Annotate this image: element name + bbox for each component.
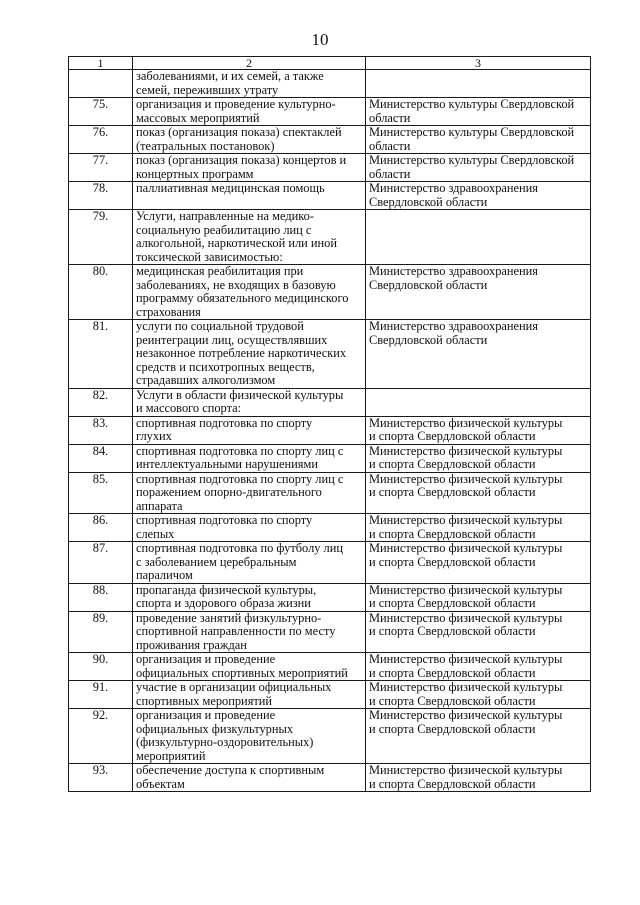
- responsible-agency: Министерство здравоохранения Свердловской области: [366, 182, 591, 210]
- service-description: организация и проведение официальных спортивных мероприятий: [133, 653, 366, 681]
- service-description: пропаганда физической культуры, спорта и здорового образа жизни: [133, 583, 366, 611]
- table-row: [69, 444, 591, 472]
- table-row: [69, 388, 591, 416]
- row-number: 85.: [69, 472, 133, 514]
- service-description: спортивная подготовка по спорту глухих: [133, 416, 366, 444]
- service-description: организация и проведение официальных физкультурных (физкультурно-оздоровительных) мероприятий: [133, 709, 366, 764]
- table-row: [69, 681, 591, 709]
- responsible-agency: Министерство физической культуры и спорта Свердловской области: [366, 444, 591, 472]
- row-number: 82.: [69, 388, 133, 416]
- table-row: [69, 472, 591, 514]
- row-number: 84.: [69, 444, 133, 472]
- service-description: заболеваниями, и их семей, а также семей, переживших утрату: [133, 70, 366, 98]
- responsible-agency: Министерство культуры Свердловской области: [366, 126, 591, 154]
- responsible-agency: Министерство физической культуры и спорта Свердловской области: [366, 542, 591, 584]
- service-description: услуги по социальной трудовой реинтеграции лиц, осуществлявших незаконное потребление наркотических средств и психотропных веществ, страдавших алкоголизмом: [133, 320, 366, 389]
- responsible-agency: Министерство физической культуры и спорта Свердловской области: [366, 653, 591, 681]
- responsible-agency: Министерство физической культуры и спорта Свердловской области: [366, 611, 591, 653]
- table-row: [69, 611, 591, 653]
- service-description: спортивная подготовка по спорту лиц с поражением опорно-двигательного аппарата: [133, 472, 366, 514]
- responsible-agency: Министерство культуры Свердловской области: [366, 98, 591, 126]
- row-number: 77.: [69, 154, 133, 182]
- column-header-number: 1: [69, 57, 133, 70]
- row-number: [69, 70, 133, 98]
- table-row: [69, 70, 591, 98]
- service-description: показ (организация показа) спектаклей (театральных постановок): [133, 126, 366, 154]
- table-row: [69, 709, 591, 764]
- service-description: спортивная подготовка по спорту лиц с интеллектуальными нарушениями: [133, 444, 366, 472]
- responsible-agency: Министерство физической культуры и спорта Свердловской области: [366, 681, 591, 709]
- responsible-agency: Министерство здравоохранения Свердловской области: [366, 265, 591, 320]
- service-description: медицинская реабилитация при заболеваниях, не входящих в базовую программу обязательного медицинского страхования: [133, 265, 366, 320]
- row-number: 79.: [69, 210, 133, 265]
- service-description: Услуги, направленные на медико- социальную реабилитацию лиц с алкогольной, наркотической или иной токсической зависимостью:: [133, 210, 366, 265]
- service-description: паллиативная медицинская помощь: [133, 182, 366, 210]
- table-row: [69, 182, 591, 210]
- table-row: [69, 542, 591, 584]
- service-description: спортивная подготовка по спорту слепых: [133, 514, 366, 542]
- row-number: 76.: [69, 126, 133, 154]
- row-number: 86.: [69, 514, 133, 542]
- table-row: [69, 764, 591, 792]
- table-row: [69, 154, 591, 182]
- header-row: [69, 57, 591, 70]
- service-description: обеспечение доступа к спортивным объектам: [133, 764, 366, 792]
- column-header-agency: 3: [366, 57, 591, 70]
- table-row: [69, 126, 591, 154]
- table-row: [69, 514, 591, 542]
- row-number: 75.: [69, 98, 133, 126]
- table-row: [69, 98, 591, 126]
- responsible-agency: Министерство физической культуры и спорта Свердловской области: [366, 514, 591, 542]
- responsible-agency: Министерство физической культуры и спорта Свердловской области: [366, 764, 591, 792]
- row-number: 78.: [69, 182, 133, 210]
- row-number: 81.: [69, 320, 133, 389]
- responsible-agency: Министерство здравоохранения Свердловской области: [366, 320, 591, 389]
- service-description: показ (организация показа) концертов и концертных программ: [133, 154, 366, 182]
- column-header-service: 2: [133, 57, 366, 70]
- table-row: [69, 265, 591, 320]
- responsible-agency: Министерство физической культуры и спорта Свердловской области: [366, 416, 591, 444]
- row-number: 87.: [69, 542, 133, 584]
- row-number: 92.: [69, 709, 133, 764]
- table-row: [69, 416, 591, 444]
- row-number: 88.: [69, 583, 133, 611]
- row-number: 80.: [69, 265, 133, 320]
- row-number: 93.: [69, 764, 133, 792]
- service-description: Услуги в области физической культуры и массового спорта:: [133, 388, 366, 416]
- service-description: участие в организации официальных спортивных мероприятий: [133, 681, 366, 709]
- row-number: 89.: [69, 611, 133, 653]
- responsible-agency: Министерство культуры Свердловской области: [366, 154, 591, 182]
- row-number: 90.: [69, 653, 133, 681]
- row-number: 83.: [69, 416, 133, 444]
- responsible-agency: Министерство физической культуры и спорта Свердловской области: [366, 709, 591, 764]
- page-number: 10: [311, 30, 329, 49]
- responsible-agency: [366, 70, 591, 98]
- table-row: [69, 583, 591, 611]
- responsible-agency: Министерство физической культуры и спорта Свердловской области: [366, 583, 591, 611]
- table-header: [69, 57, 591, 70]
- table-row: [69, 320, 591, 389]
- service-description: спортивная подготовка по футболу лиц с заболеванием церебральным параличом: [133, 542, 366, 584]
- services-table: [68, 56, 591, 792]
- table-row: [69, 210, 591, 265]
- table-body: [69, 70, 591, 792]
- responsible-agency: [366, 388, 591, 416]
- responsible-agency: Министерство физической культуры и спорта Свердловской области: [366, 472, 591, 514]
- service-description: организация и проведение культурно- массовых мероприятий: [133, 98, 366, 126]
- row-number: 91.: [69, 681, 133, 709]
- table-row: [69, 653, 591, 681]
- service-description: проведение занятий физкультурно- спортивной направленности по месту проживания граждан: [133, 611, 366, 653]
- responsible-agency: [366, 210, 591, 265]
